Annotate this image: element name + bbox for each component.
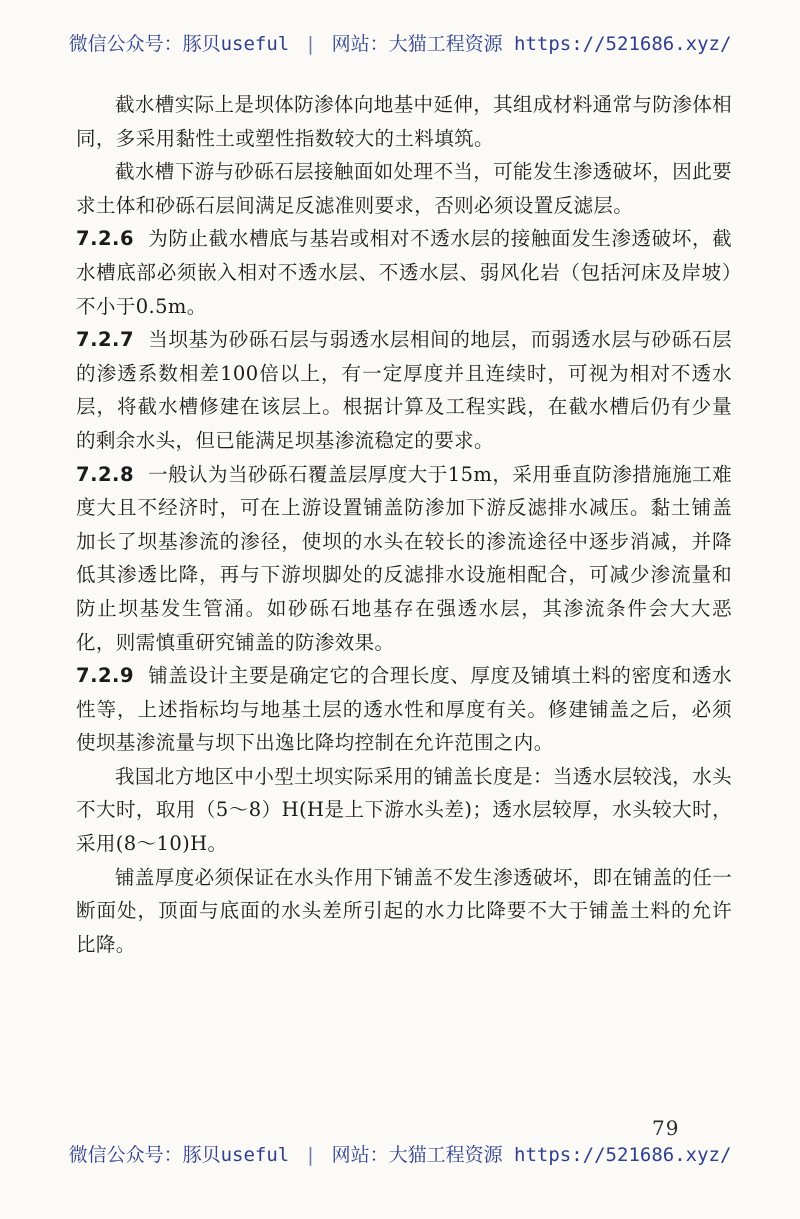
paragraph-text: 截水槽实际上是坝体防渗体向地基中延伸，其组成材料通常与防渗体相同，多采用黏性土或塑性指数较大的土料填筑。 (76, 93, 732, 150)
paragraph-text: 铺盖厚度必须保证在水头作用下铺盖不发生渗透破坏，即在铺盖的任一断面处，顶面与底面的水头差所引起的水力比降要不大于铺盖土料的允许比降。 (76, 865, 732, 956)
paragraph-text: 为防止截水槽底与基岩或相对不透水层的接触面发生渗透破坏，截水槽底部必须嵌入相对不透水层、不透水层、弱风化岩（包括河床及岸坡）不小于0.5m。 (76, 227, 732, 318)
section-number: 7.2.8 (76, 462, 135, 486)
paragraph-text: 当坝基为砂砾石层与弱透水层相间的地层，而弱透水层与砂砾石层的渗透系数相差100倍以上，有一定厚度并且连续时，可视为相对不透水层，将截水槽修建在该层上。根据计算及工程实践，在截水槽后仍有少量的剩余水头，但已能满足坝基渗流稳定的要求。 (76, 328, 732, 452)
watermark-bottom (0, 1146, 800, 1165)
watermark-separator: | (304, 1144, 317, 1166)
page-number: 79 (652, 1116, 680, 1140)
clause-7-2-6 (76, 222, 732, 323)
clause-7-2-9 (76, 659, 732, 760)
paragraph-blanket-length (76, 760, 732, 861)
document-body (76, 88, 732, 961)
section-number: 7.2.6 (76, 227, 135, 251)
clause-7-2-8 (76, 458, 732, 660)
paragraph-text: 铺盖设计主要是确定它的合理长度、厚度及铺填土料的密度和透水性等，上述指标均与地基土层的透水性和厚度有关。修建铺盖之后，必须使坝基渗流量与坝下出逸比降均控制在允许范围之内。 (76, 664, 732, 755)
watermark-label: 微信公众号：豚贝useful (68, 33, 290, 55)
paragraph-text: 截水槽下游与砂砾石层接触面如处理不当，可能发生渗透破坏，因此要求土体和砂砾石层间满足反滤准则要求，否则必须设置反滤层。 (76, 160, 732, 217)
watermark-site: 网站：大猫工程资源 https://521686.xyz/ (331, 1144, 732, 1166)
paragraph-text: 一般认为当砂砾石覆盖层厚度大于15m，采用垂直防渗措施施工难度大且不经济时，可在上游设置铺盖防渗加下游反滤排水减压。黏土铺盖加长了坝基渗流的渗径，使坝的水头在较长的渗流途径中逐步消减，并降低其渗透比降，再与下游坝脚处的反滤排水设施相配合，可减少渗流量和防止坝基发生管涌。如砂砾石地基存在强透水层，其渗流条件会大大恶化，则需慎重研究铺盖的防渗效果。 (76, 462, 732, 654)
section-number: 7.2.9 (76, 664, 135, 688)
watermark-separator: | (304, 33, 317, 55)
watermark-top (0, 35, 800, 54)
section-number: 7.2.7 (76, 328, 135, 352)
paragraph-text: 我国北方地区中小型土坝实际采用的铺盖长度是：当透水层较浅，水头不大时，取用（5～8）H(H是上下游水头差)；透水层较厚，水头较大时，采用(8～10)H。 (76, 764, 732, 856)
clause-7-2-7 (76, 323, 732, 457)
watermark-label: 微信公众号：豚贝useful (68, 1144, 290, 1166)
watermark-site: 网站：大猫工程资源 https://521686.xyz/ (331, 33, 732, 55)
paragraph-2 (76, 155, 732, 222)
paragraph-1 (76, 88, 732, 155)
paragraph-blanket-thickness (76, 861, 732, 962)
